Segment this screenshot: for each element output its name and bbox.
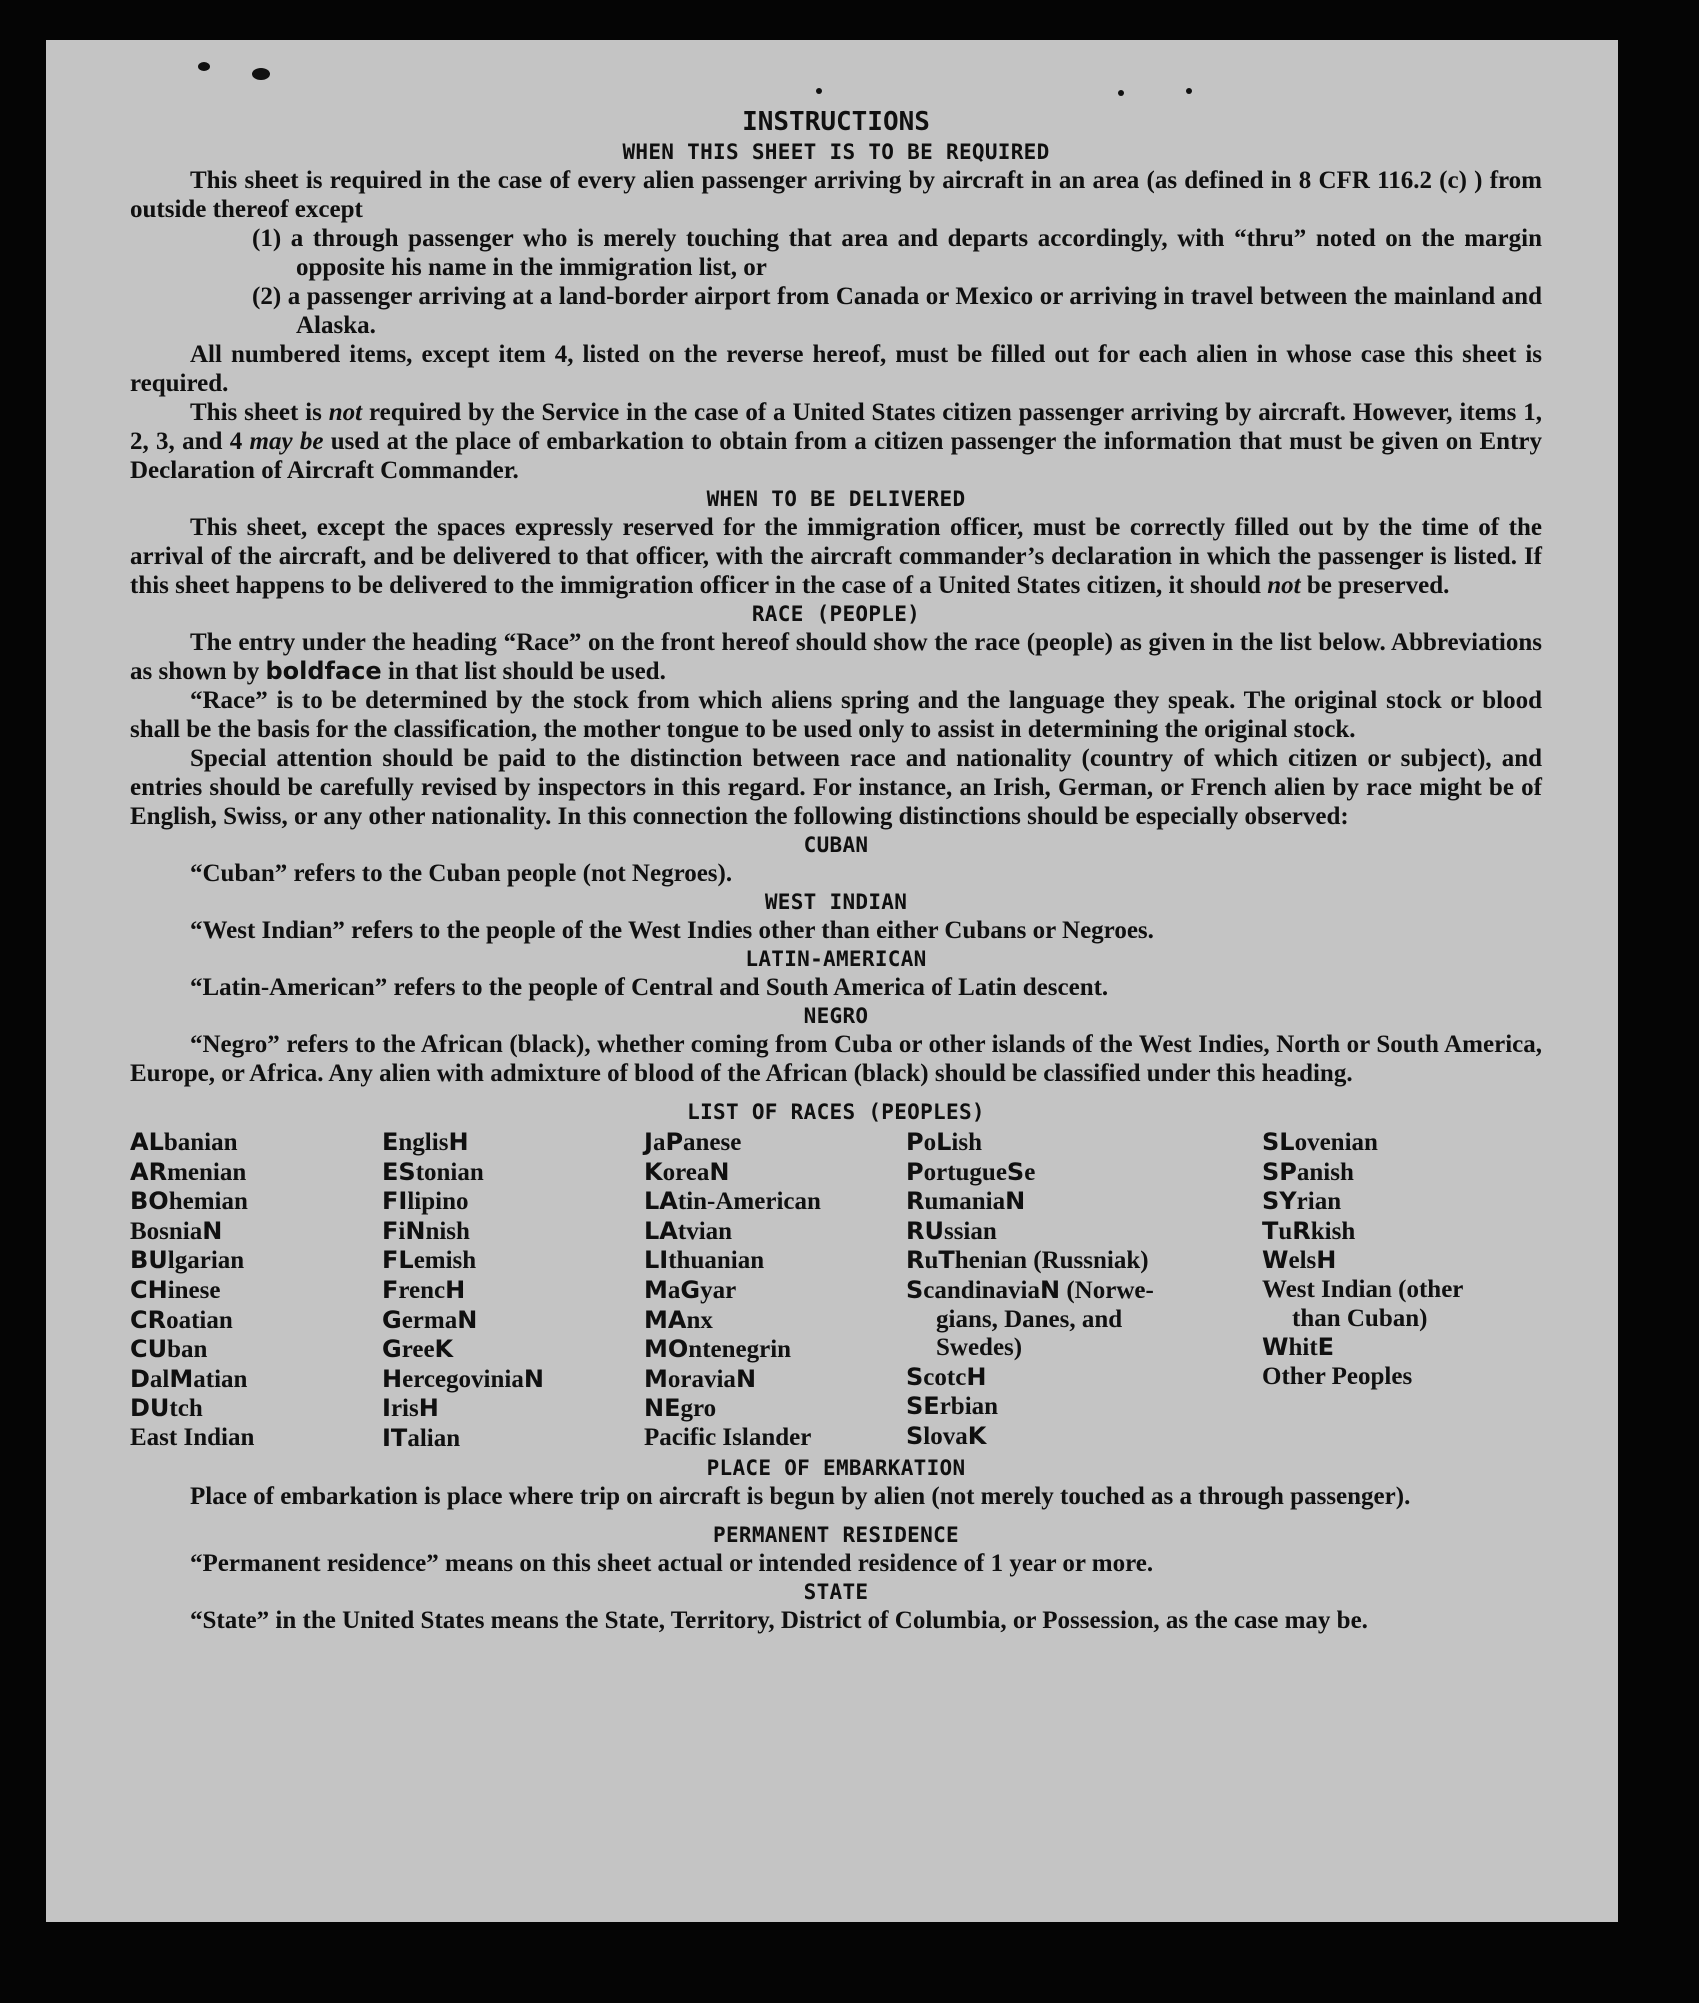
ink-mark xyxy=(1118,90,1124,96)
race-entry xyxy=(1262,1333,1542,1363)
ink-mark xyxy=(1186,88,1192,94)
race-name-part: emish xyxy=(413,1247,477,1275)
paragraph-when-required-intro: This sheet is required in the case of every alien passenger arriving by aircraft in an area (as defined in 8 CFR 116.2 (c) ) from outside thereof except xyxy=(130,167,1542,223)
paragraph-embarkation: Place of embarkation is place where trip on aircraft is begun by alien (not merely touched as a through passenger). xyxy=(190,1482,1411,1510)
race-abbreviation: N xyxy=(1005,1187,1026,1216)
race-entry-continuation xyxy=(1262,1305,1542,1334)
race-abbreviation: P xyxy=(906,1157,924,1186)
exception-item-2: (2) a passenger arriving at a land-border airport from Canada or Mexico or arriving in travel between the mainland and Alaska. xyxy=(252,283,1542,339)
race-name-part: henian (Russniak) xyxy=(954,1247,1149,1275)
race-entry xyxy=(130,1187,382,1217)
paragraph-negro: “Negro” refers to the African (black), whether coming from Cuba or other islands of the West Indies, North or South America, Europe, or Africa. Any alien with admixture of blood of the African (black) should be classified under this heading. xyxy=(130,1031,1542,1087)
race-abbreviation: N xyxy=(1040,1275,1061,1304)
race-name-part: gro xyxy=(680,1395,717,1423)
race-abbreviation: H xyxy=(1316,1246,1337,1275)
race-abbreviation: DU xyxy=(130,1394,170,1423)
race-abbreviation: CH xyxy=(130,1275,168,1304)
race-entry-continuation xyxy=(906,1306,1262,1335)
race-abbreviation: G xyxy=(680,1275,701,1304)
ink-mark xyxy=(198,62,210,71)
race-abbreviation: H xyxy=(448,1128,469,1156)
race-abbreviation: IT xyxy=(382,1423,408,1452)
race-entry xyxy=(644,1158,906,1188)
race-abbreviation: H xyxy=(382,1364,403,1393)
ink-mark xyxy=(252,68,270,80)
text-run: This sheet, except the spaces expressly reserved for the immigration officer, must be correctly filled out by the time of the arrival of the aircraft, and be delivered to that officer, with the aircraft commander’s declaration in which the passenger is listed. If this sheet happens to be delivered to the immigration officer in the case of a United States citizen, it should xyxy=(130,514,1542,599)
race-column xyxy=(906,1128,1262,1454)
race-entry xyxy=(382,1187,644,1217)
race-entry xyxy=(130,1128,382,1158)
race-name-part: ortugue xyxy=(923,1158,1007,1186)
race-entry xyxy=(382,1306,644,1336)
race-abbreviation: G xyxy=(382,1305,402,1334)
race-entry xyxy=(130,1335,382,1365)
race-name-part: orea xyxy=(662,1158,710,1186)
race-abbreviation: T xyxy=(1262,1216,1279,1245)
race-name-part: lgarian xyxy=(167,1247,245,1275)
section-heading-list-of-races: LIST OF RACES (PEOPLES) xyxy=(687,1100,985,1124)
race-abbreviation: F xyxy=(382,1275,399,1304)
race-name-part: kish xyxy=(1310,1217,1356,1245)
race-entry xyxy=(906,1276,1262,1306)
race-entry xyxy=(382,1365,644,1395)
race-name-part: ercegovinia xyxy=(402,1365,524,1393)
race-entry xyxy=(382,1128,644,1158)
section-heading-when-delivered: WHEN TO BE DELIVERED xyxy=(706,487,966,511)
race-abbreviation: K xyxy=(644,1157,663,1186)
race-entry xyxy=(130,1365,382,1395)
text-run: This sheet is xyxy=(190,399,329,426)
section-heading-residence: PERMANENT RESIDENCE xyxy=(713,1522,959,1547)
race-entry xyxy=(382,1217,644,1247)
race-name-part: a xyxy=(667,1276,681,1304)
race-name-part: tonian xyxy=(415,1158,484,1186)
race-name-part: u xyxy=(1278,1217,1293,1245)
race-name: Other Peoples xyxy=(1262,1362,1413,1390)
race-name-part: banian xyxy=(163,1129,238,1156)
page-title: INSTRUCTIONS xyxy=(742,107,930,137)
race-entry xyxy=(644,1217,906,1247)
race-entry xyxy=(906,1246,1262,1276)
paragraph-cuban: “Cuban” refers to the Cuban people (not Negroes). xyxy=(190,860,733,887)
race-name-part: Bosnia xyxy=(130,1217,203,1245)
race-abbreviation: N xyxy=(202,1216,223,1245)
race-name-part: nglis xyxy=(398,1129,449,1156)
document-page xyxy=(46,40,1618,1922)
race-name-part: ovenian xyxy=(1294,1129,1378,1156)
race-abbreviation: N xyxy=(735,1364,757,1393)
race-name-part: tch xyxy=(169,1395,203,1423)
section-heading-cuban: CUBAN xyxy=(803,833,869,857)
race-entry xyxy=(906,1392,1262,1422)
race-name-part: oravia xyxy=(667,1365,736,1393)
race-name-part: yar xyxy=(700,1276,737,1304)
race-entry xyxy=(906,1158,1262,1188)
instructions-content xyxy=(130,106,1542,1635)
race-abbreviation: NE xyxy=(644,1394,681,1423)
paragraph-race-1 xyxy=(130,628,1542,686)
race-abbreviation: MA xyxy=(644,1305,687,1334)
race-abbreviation: AL xyxy=(130,1128,164,1156)
race-name-part: nish xyxy=(425,1217,470,1245)
race-entry xyxy=(644,1187,906,1217)
race-name-part: Swedes) xyxy=(936,1334,1023,1362)
section-heading-race: RACE (PEOPLE) xyxy=(751,602,921,626)
race-name-part: tin-American xyxy=(677,1188,821,1216)
race-abbreviation: N xyxy=(457,1305,478,1334)
race-entry xyxy=(906,1128,1262,1158)
race-name-part: inese xyxy=(167,1276,221,1304)
race-abbreviation: S xyxy=(906,1421,924,1450)
race-abbreviation: G xyxy=(382,1335,402,1364)
race-entry xyxy=(644,1424,906,1453)
race-entry xyxy=(130,1158,382,1188)
race-name-part: anish xyxy=(1296,1158,1354,1186)
race-entry xyxy=(382,1276,644,1306)
text-run: in that list should be used. xyxy=(381,658,666,685)
race-entry xyxy=(644,1335,906,1365)
text-run: required by the Service in the case of a United States citizen passenger arriving by aircraft. However, items 1, 2, 3, and 4 xyxy=(130,399,1542,455)
race-abbreviation: S xyxy=(906,1362,924,1391)
race-column xyxy=(1262,1128,1542,1454)
race-entry xyxy=(382,1158,644,1188)
race-entry xyxy=(130,1246,382,1276)
race-name-part: oatian xyxy=(166,1306,233,1334)
text-run: The entry under the heading “Race” on the front hereof should show the race (people) as given in the list below. Abbreviations as shown by xyxy=(130,629,1542,685)
race-name-part: cotc xyxy=(923,1363,967,1391)
race-name-part: thuanian xyxy=(668,1247,765,1275)
race-name-part: anese xyxy=(683,1129,742,1156)
race-entry xyxy=(1262,1363,1542,1392)
race-name-part: umania xyxy=(924,1188,1006,1216)
race-abbreviation: MO xyxy=(644,1335,689,1364)
race-entry xyxy=(1262,1187,1542,1217)
race-abbreviation: N xyxy=(709,1157,730,1186)
race-list xyxy=(130,1128,1542,1454)
race-entry xyxy=(130,1394,382,1424)
race-abbreviation: W xyxy=(1262,1246,1289,1275)
race-name-part: o xyxy=(923,1129,937,1156)
text-run: be preserved. xyxy=(1300,572,1450,599)
race-abbreviation: CR xyxy=(130,1305,167,1334)
race-name-part: i xyxy=(398,1217,406,1245)
race-entry xyxy=(644,1365,906,1395)
paragraph-residence: “Permanent residence” means on this sheet actual or intended residence of 1 year or more. xyxy=(190,1549,1154,1577)
race-name-part: al xyxy=(149,1365,170,1393)
race-name-part: hemian xyxy=(168,1188,248,1216)
section-heading-when-required: WHEN THIS SHEET IS TO BE REQUIRED xyxy=(622,140,1050,164)
race-abbreviation: H xyxy=(418,1394,439,1423)
race-name-part: a xyxy=(652,1129,666,1156)
race-abbreviation: R xyxy=(906,1246,925,1275)
race-name-part: rian xyxy=(1296,1188,1342,1216)
emphasis-not: not xyxy=(328,399,363,426)
race-name: West Indian (other xyxy=(1262,1275,1464,1303)
race-abbreviation: R xyxy=(906,1187,925,1216)
race-abbreviation: AR xyxy=(130,1157,168,1186)
race-abbreviation: E xyxy=(382,1128,399,1156)
race-abbreviation: SL xyxy=(1262,1128,1295,1156)
race-abbreviation: CU xyxy=(130,1335,168,1364)
race-entry xyxy=(382,1246,644,1276)
race-entry xyxy=(1262,1128,1542,1158)
race-entry xyxy=(644,1276,906,1306)
paragraph-numbered-items: All numbered items, except item 4, listed on the reverse hereof, must be filled out for each alien in whose case this sheet is required. xyxy=(130,341,1542,397)
section-heading-west-indian: WEST INDIAN xyxy=(764,890,908,914)
race-abbreviation: SE xyxy=(906,1392,940,1421)
race-entry xyxy=(382,1335,644,1365)
race-entry xyxy=(906,1217,1262,1247)
paragraph-state: “State” in the United States means the State, Territory, District of Columbia, or Possession, as the case may be. xyxy=(190,1606,1368,1634)
race-name-part: lova xyxy=(923,1422,968,1450)
race-name-part: ris xyxy=(390,1395,419,1423)
section-heading-latin-american: LATIN-AMERICAN xyxy=(745,947,927,971)
race-name-part: ban xyxy=(167,1336,208,1364)
race-abbreviation: LA xyxy=(644,1187,678,1216)
race-abbreviation: SY xyxy=(1262,1187,1297,1216)
race-entry xyxy=(130,1306,382,1336)
race-name-part: els xyxy=(1288,1247,1317,1275)
race-name-part: (Norwe- xyxy=(1060,1276,1154,1304)
race-abbreviation: W xyxy=(1262,1333,1289,1362)
race-entry xyxy=(1262,1276,1542,1305)
race-abbreviation: LI xyxy=(644,1246,669,1275)
race-abbreviation: K xyxy=(434,1335,454,1364)
paragraph-when-delivered xyxy=(130,513,1542,600)
race-name-part: erma xyxy=(401,1306,458,1334)
race-entry xyxy=(906,1422,1262,1452)
race-name-part: renc xyxy=(398,1276,446,1304)
race-abbreviation: J xyxy=(644,1128,653,1156)
race-abbreviation: P xyxy=(665,1128,684,1156)
race-column xyxy=(644,1128,906,1454)
race-abbreviation: H xyxy=(445,1275,466,1304)
race-name-part: tvian xyxy=(677,1217,733,1245)
paragraph-race-2: “Race” is to be determined by the stock from which aliens spring and the language they speak. The original stock or blood shall be the basis for the classification, the mother tongue to be used only to assist in determining the original stock. xyxy=(130,687,1542,743)
race-entry xyxy=(1262,1246,1542,1276)
race-entry xyxy=(382,1394,644,1424)
race-name-part: candinavia xyxy=(923,1276,1040,1304)
race-abbreviation: S xyxy=(1006,1157,1025,1186)
paragraph-latin-american: “Latin-American” refers to the people of Central and South America of Latin descent. xyxy=(190,974,1109,1001)
section-heading-embarkation: PLACE OF EMBARKATION xyxy=(706,1455,966,1480)
race-column xyxy=(130,1128,382,1454)
race-name-part: ree xyxy=(401,1336,435,1364)
paragraph-citizen xyxy=(130,398,1542,485)
emphasis-may-be: may be xyxy=(249,428,324,455)
race-abbreviation: E xyxy=(1317,1333,1335,1362)
race-entry xyxy=(130,1217,382,1247)
race-abbreviation: N xyxy=(405,1216,426,1245)
race-abbreviation: N xyxy=(523,1364,544,1393)
race-name-part: hit xyxy=(1288,1334,1318,1362)
race-entry xyxy=(644,1246,906,1276)
race-entry xyxy=(130,1276,382,1306)
race-abbreviation: FL xyxy=(382,1246,414,1275)
race-name-part: ntenegrin xyxy=(688,1336,792,1364)
race-entry xyxy=(644,1394,906,1424)
race-name-part: alian xyxy=(407,1424,461,1452)
race-abbreviation: K xyxy=(967,1421,987,1450)
race-name-part: u xyxy=(924,1247,939,1275)
race-name-part: atian xyxy=(193,1365,248,1393)
exception-item-1: (1) a through passenger who is merely touching that area and departs accordingly, with “thru” noted on the margin opposite his name in the immigration list, or xyxy=(252,225,1542,281)
paragraph-west-indian: “West Indian” refers to the people of the West Indies other than either Cubans or Negroes. xyxy=(190,917,1154,944)
race-abbreviation: M xyxy=(644,1364,668,1393)
boldface-sample: boldface xyxy=(265,657,382,685)
race-entry xyxy=(130,1424,382,1453)
ink-mark xyxy=(816,88,822,94)
race-name-part: rbian xyxy=(939,1393,999,1421)
race-entry xyxy=(906,1187,1262,1217)
race-abbreviation: M xyxy=(644,1275,668,1304)
race-name-part: gians, Danes, and xyxy=(936,1305,1123,1333)
race-abbreviation: H xyxy=(966,1362,987,1391)
race-abbreviation: ES xyxy=(382,1157,416,1186)
section-heading-state: STATE xyxy=(803,1579,869,1604)
race-entry xyxy=(906,1363,1262,1393)
race-abbreviation: FI xyxy=(382,1187,408,1216)
race-abbreviation: F xyxy=(382,1216,399,1245)
race-name-part: nx xyxy=(686,1306,713,1334)
race-entry xyxy=(382,1424,644,1454)
race-name: East Indian xyxy=(130,1423,255,1451)
race-abbreviation: LA xyxy=(644,1216,678,1245)
race-entry xyxy=(1262,1158,1542,1188)
paragraph-race-3: Special attention should be paid to the distinction between race and nationality (country of which citizen or subject), and entries should be carefully revised by inspectors in this regard. For instance, an Irish, German, or French alien by race might be of English, Swiss, or any other nationality. In this connection the following distinctions should be especially observed: xyxy=(130,745,1542,830)
race-abbreviation: L xyxy=(936,1128,952,1156)
race-abbreviation: S xyxy=(906,1275,924,1304)
race-abbreviation: M xyxy=(169,1364,194,1393)
race-entry xyxy=(644,1128,906,1158)
race-name-part: e xyxy=(1024,1158,1036,1186)
race-entry xyxy=(644,1306,906,1336)
text-run: used at the place of embarkation to obtain from a citizen passenger the information that must be given on Entry Declaration of Aircraft Commander. xyxy=(130,428,1542,484)
race-name-part: than Cuban) xyxy=(1292,1304,1428,1332)
race-name-part: menian xyxy=(167,1158,247,1186)
race-abbreviation: R xyxy=(1292,1216,1311,1245)
race-abbreviation: T xyxy=(938,1246,955,1275)
race-name-part: ssian xyxy=(943,1217,997,1245)
race-abbreviation: I xyxy=(382,1394,391,1423)
race-entry-continuation xyxy=(906,1334,1262,1363)
emphasis-not: not xyxy=(1267,572,1301,599)
race-abbreviation: RU xyxy=(906,1216,944,1245)
section-heading-negro: NEGRO xyxy=(803,1004,869,1028)
race-name: Pacific Islander xyxy=(644,1423,812,1451)
race-name-part: lipino xyxy=(407,1188,469,1216)
race-name-part: ish xyxy=(951,1129,982,1156)
race-abbreviation: D xyxy=(130,1364,150,1393)
race-abbreviation: BO xyxy=(130,1187,169,1216)
race-abbreviation: SP xyxy=(1262,1157,1297,1186)
race-abbreviation: P xyxy=(906,1128,924,1156)
race-abbreviation: BU xyxy=(130,1246,168,1275)
race-entry xyxy=(1262,1217,1542,1247)
race-column xyxy=(382,1128,644,1454)
